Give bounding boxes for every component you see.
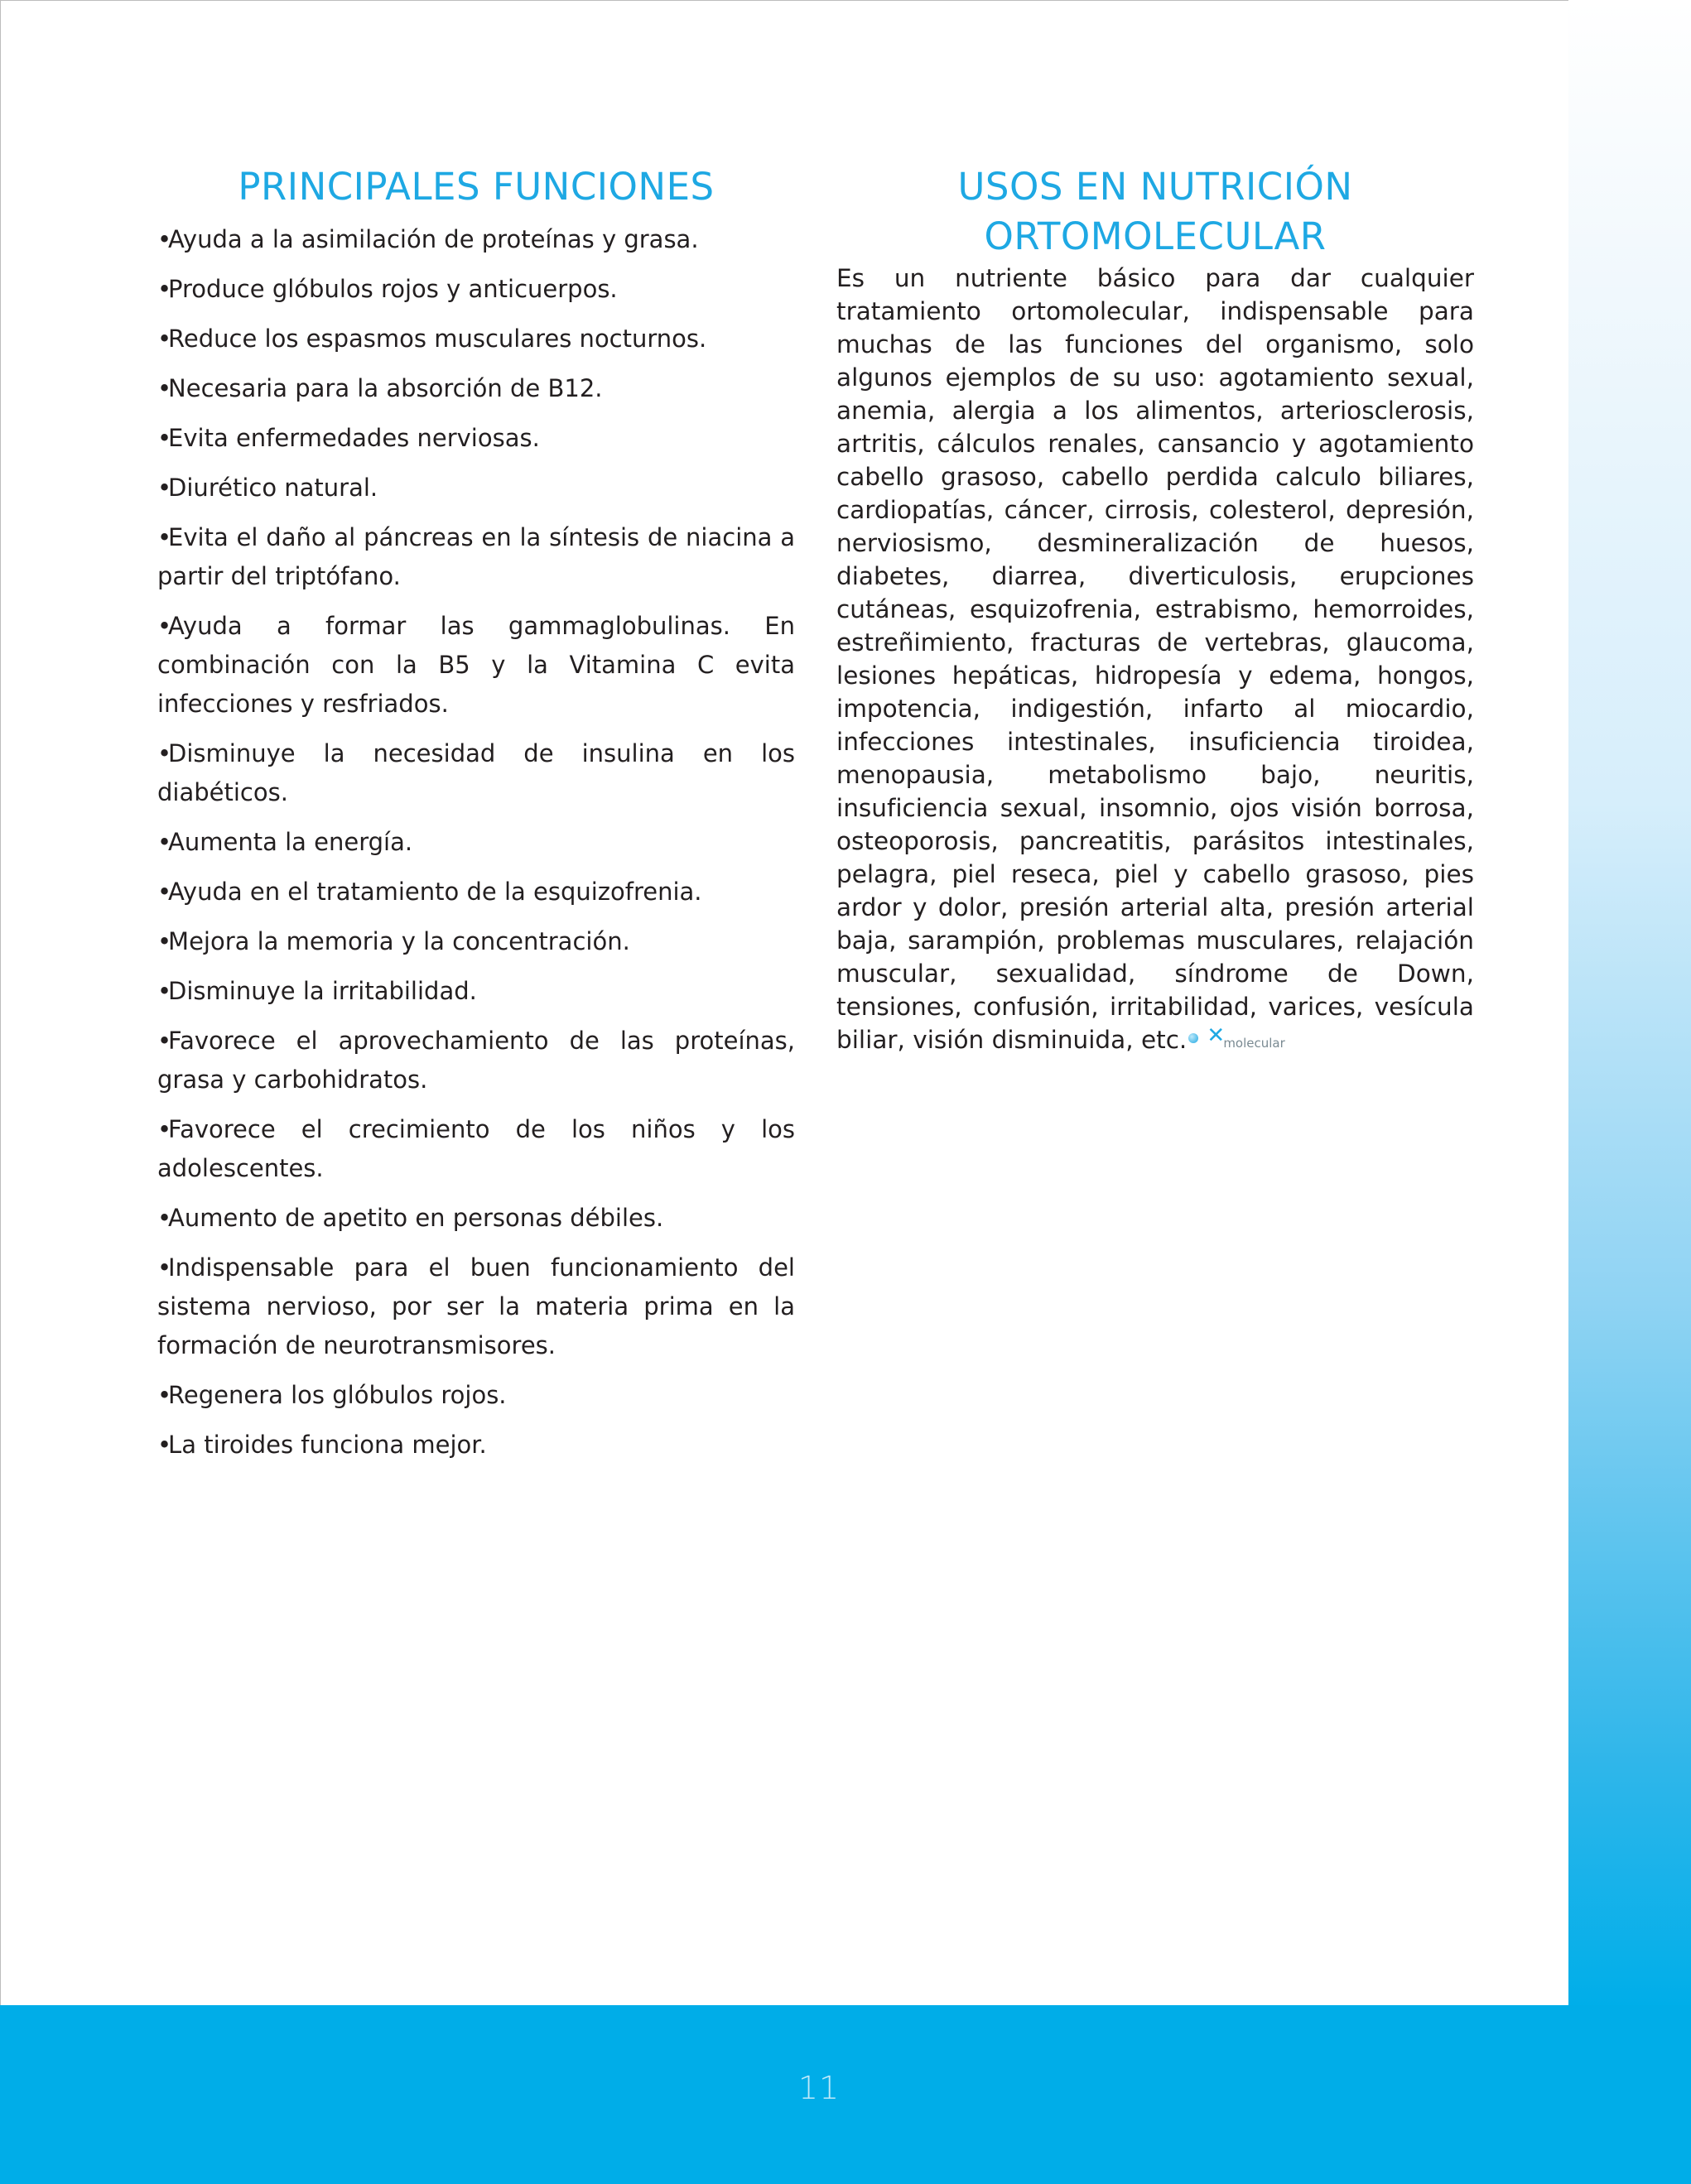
funcion-item xyxy=(157,1248,795,1365)
funcion-item xyxy=(157,419,795,458)
funcion-item xyxy=(157,1199,795,1238)
funcion-text: Ayuda a formar las gammaglobulinas. En combinación con la B5 y la Vitamina C evita infecciones y resfriados. xyxy=(157,612,795,718)
principales-funciones-section xyxy=(157,162,795,1475)
bullet-icon: • xyxy=(157,275,172,303)
funcion-item xyxy=(157,320,795,358)
funcion-item xyxy=(157,1110,795,1188)
bullet-icon: • xyxy=(157,325,172,353)
usos-body-text: Es un nutriente básico para dar cualquier tratamiento ortomolecular, indispensable para muchas de las funciones del organismo, solo algunos ejemplos de su uso: agotamiento sexual, anemia, alergia a los alimentos, arteriosclerosis, artritis, cálculos renales, cansancio y agotamiento cabello grasoso, cabello perdida calculo biliares, cardiopatías, cáncer, cirrosis, colesterol, depresión, nerviosismo, desmineralización de huesos, diabetes, diarrea, diverticulosis, erupciones cutáneas, esquizofrenia, estrabismo, hemorroides, estreñimiento, fracturas de vertebras, glaucoma, lesiones hepáticas, hidropesía y edema, hongos, impotencia, indigestión, infarto al miocardio, infecciones intestinales, insuficiencia tiroidea, menopausia, metabolismo bajo, neuritis, insuficiencia sexual, insomnio, ojos visión borrosa, osteoporosis, pancreatitis, parásitos intestinales, pelagra, piel reseca, piel y cabello grasoso, pies ardor y dolor, presión arterial alta, presión arterial baja, sarampión, problemas musculares, relajación muscular, sexualidad, síndrome de Down, tensiones, confusión, irritabilidad, varices, vesícula biliar, visión disminuida, etc. xyxy=(836,264,1474,1054)
bullet-icon: • xyxy=(157,612,172,640)
funcion-item xyxy=(157,469,795,508)
funcion-text: Aumento de apetito en personas débiles. xyxy=(168,1204,664,1232)
funcion-item xyxy=(157,823,795,862)
logo-text: molecular xyxy=(1223,1036,1285,1051)
ortomolecular-logo-icon xyxy=(1187,1023,1285,1051)
funcion-item xyxy=(157,518,795,596)
funcion-text: Mejora la memoria y la concentración. xyxy=(168,927,630,955)
funcion-text: Ayuda en el tratamiento de la esquizofrenia. xyxy=(168,878,702,906)
funcion-text: Reduce los espasmos musculares nocturnos. xyxy=(168,325,707,353)
principales-funciones-title: PRINCIPALES FUNCIONES xyxy=(238,165,715,209)
funciones-list xyxy=(157,220,795,1465)
bullet-icon: • xyxy=(157,474,172,502)
bullet-icon: • xyxy=(157,927,172,955)
usos-nutricion-title: USOS EN NUTRICIÓN ORTOMOLECULAR xyxy=(957,165,1353,258)
funcion-text: Disminuye la irritabilidad. xyxy=(168,977,477,1005)
funcion-item xyxy=(157,1022,795,1099)
usos-body xyxy=(836,262,1474,1056)
funcion-text: Necesaria para la absorción de B12. xyxy=(168,374,603,402)
bullet-icon: • xyxy=(157,878,172,906)
funcion-item xyxy=(157,922,795,961)
bullet-icon: • xyxy=(157,374,172,402)
funcion-item xyxy=(157,270,795,309)
bullet-icon: • xyxy=(157,1204,172,1232)
page-number: 11 xyxy=(797,2070,841,2106)
side-gradient-strip xyxy=(1568,0,1691,2005)
funcion-text: Favorece el aprovechamiento de las proteínas, grasa y carbohidratos. xyxy=(157,1027,795,1094)
funcion-item xyxy=(157,873,795,912)
funcion-text: Ayuda a la asimilación de proteínas y grasa. xyxy=(168,225,699,253)
funcion-text: Evita el daño al páncreas en la síntesis de niacina a partir del triptófano. xyxy=(157,523,795,590)
funcion-text: Aumenta la energía. xyxy=(168,828,413,856)
funcion-text: Favorece el crecimiento de los niños y los adolescentes. xyxy=(157,1115,795,1182)
funcion-text: Indispensable para el buen funcionamiento del sistema nervioso, por ser la materia prima en la formación de neurotransmisores. xyxy=(157,1253,795,1359)
usos-nutricion-section xyxy=(836,162,1474,1056)
bullet-icon: • xyxy=(157,1381,172,1409)
funcion-item xyxy=(157,220,795,259)
funcion-text: Produce glóbulos rojos y anticuerpos. xyxy=(168,275,618,303)
bullet-icon: • xyxy=(157,1027,172,1055)
bullet-icon: • xyxy=(157,523,172,551)
funcion-text: Disminuye la necesidad de insulina en los diabéticos. xyxy=(157,739,795,806)
funcion-item xyxy=(157,1426,795,1465)
funcion-item xyxy=(157,972,795,1011)
bullet-icon: • xyxy=(157,739,172,767)
bullet-icon: • xyxy=(157,1253,172,1282)
funcion-item xyxy=(157,607,795,724)
funcion-text: Regenera los glóbulos rojos. xyxy=(168,1381,507,1409)
funcion-text: La tiroides funciona mejor. xyxy=(168,1431,487,1459)
bullet-icon: • xyxy=(157,225,172,253)
bullet-icon: • xyxy=(157,828,172,856)
bullet-icon: • xyxy=(157,1115,172,1143)
bullet-icon: • xyxy=(157,424,172,452)
logo-figure-icon: ✕ xyxy=(1207,1023,1226,1048)
funcion-item xyxy=(157,734,795,812)
logo-dot-icon xyxy=(1188,1033,1198,1043)
funcion-item xyxy=(157,1376,795,1415)
bullet-icon: • xyxy=(157,1431,172,1459)
funcion-text: Evita enfermedades nerviosas. xyxy=(168,424,540,452)
bullet-icon: • xyxy=(157,977,172,1005)
funcion-text: Diurético natural. xyxy=(168,474,378,502)
funcion-item xyxy=(157,369,795,408)
